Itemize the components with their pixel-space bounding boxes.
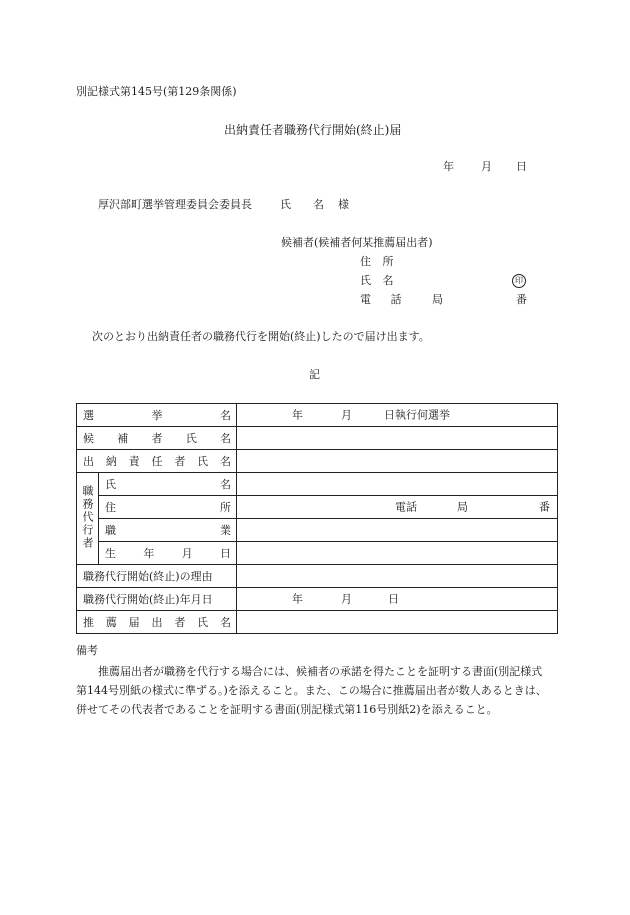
sender-name-label: 氏 名 — [360, 274, 398, 287]
form-title: 出納責任者職務代行開始(終止)届 — [224, 123, 402, 137]
agent-job-value[interactable] — [237, 519, 558, 542]
election-suffix: 日執行何選挙 — [384, 408, 450, 422]
row-treasurer — [77, 450, 558, 473]
treasurer-char-4: 任 — [151, 454, 163, 468]
agent-phone-kyoku: 局 — [457, 500, 468, 514]
agent-name-char-1: 氏 — [105, 477, 116, 491]
candidate-char-5: 名 — [220, 431, 231, 445]
row-election — [77, 404, 558, 427]
filer-char-1: 推 — [83, 615, 94, 629]
addressee-sama: 様 — [338, 198, 349, 211]
agent-birth-char-3: 月 — [181, 546, 193, 560]
seal-mark: 印 — [512, 274, 526, 288]
row-filer — [77, 611, 558, 634]
row-agent-address — [77, 496, 558, 519]
candidate-char-3: 者 — [151, 431, 163, 445]
form-table — [76, 403, 558, 634]
agent-name-label — [105, 479, 231, 490]
agent-address-label — [105, 502, 231, 513]
agent-group-label: 職務代行者 — [81, 485, 94, 550]
election-value[interactable] — [237, 404, 558, 427]
treasurer-char-6: 氏 — [197, 454, 209, 468]
treasurer-label-cell — [77, 450, 237, 473]
filer-char-2: 薦 — [105, 615, 117, 629]
notes-text: 推薦届出者が職務を代行する場合には、候補者の承諾を得たことを証明する書面(別記様式第144号別紙の様式に準ずる。)を添えること。また、この場合に推薦届出者が数人あるときは、併せてその代表者であることを証明する書面(別記様式第116号別紙2)を添えること。 — [76, 665, 547, 716]
reason-label-cell — [77, 565, 237, 588]
candidate-char-4: 氏 — [185, 431, 197, 445]
candidate-char-2: 補 — [117, 431, 129, 445]
date-label: 職務代行開始(終止)年月日 — [83, 592, 213, 606]
agent-address-value[interactable] — [237, 496, 558, 519]
candidate-label-cell — [77, 427, 237, 450]
body-text: 次のとおり出納責任者の職務代行を開始(終止)したので届け出ます。 — [92, 330, 430, 343]
agent-phone-label: 電話 — [395, 500, 417, 514]
agent-birth-value[interactable] — [237, 542, 558, 565]
reason-value[interactable] — [237, 565, 558, 588]
row-date — [77, 588, 558, 611]
agent-group-cell — [77, 473, 99, 565]
filer-value[interactable] — [237, 611, 558, 634]
election-char-1: 選 — [83, 408, 94, 422]
date-value[interactable] — [237, 588, 558, 611]
sender-phone-kyoku: 局 — [432, 293, 443, 306]
addressee-shi: 氏 — [280, 198, 291, 211]
date-year: 年 — [443, 160, 454, 173]
agent-job-char-1: 職 — [105, 523, 116, 537]
election-label — [83, 410, 231, 421]
election-year: 年 — [292, 408, 303, 422]
row-candidate — [77, 427, 558, 450]
agent-address-char-2: 所 — [220, 500, 231, 514]
agent-address-char-1: 住 — [105, 500, 116, 514]
addressee-mei: 名 — [313, 198, 324, 211]
agent-name-char-2: 名 — [220, 477, 231, 491]
filer-char-7: 名 — [219, 615, 231, 629]
date-value-year: 年 — [292, 592, 303, 606]
sender-phone-label: 電 話 — [360, 293, 410, 306]
agent-job-label — [105, 525, 231, 536]
form-reference: 別記様式第145号(第129条関係) — [76, 85, 237, 98]
addressee: 厚沢部町選挙管理委員会委員長 — [98, 198, 252, 211]
filer-label — [83, 617, 231, 628]
date-label-cell — [77, 588, 237, 611]
date-value-day: 日 — [388, 592, 399, 606]
agent-birth-label — [105, 548, 231, 559]
treasurer-char-7: 名 — [219, 454, 231, 468]
agent-address-label-cell — [99, 496, 237, 519]
filer-char-5: 者 — [174, 615, 186, 629]
election-char-2: 挙 — [151, 408, 163, 422]
agent-name-label-cell — [99, 473, 237, 496]
agent-birth-char-4: 日 — [219, 546, 231, 560]
filer-char-6: 氏 — [197, 615, 209, 629]
agent-birth-label-cell — [99, 542, 237, 565]
agent-name-value[interactable] — [237, 473, 558, 496]
date-month: 月 — [481, 160, 492, 173]
ki-label: 記 — [309, 368, 320, 381]
candidate-value[interactable] — [237, 427, 558, 450]
election-char-3: 名 — [220, 408, 231, 422]
row-agent-name — [77, 473, 558, 496]
date-value-month: 月 — [341, 592, 352, 606]
reason-label: 職務代行開始(終止)の理由 — [83, 569, 213, 583]
sender-phone-ban: 番 — [516, 293, 527, 306]
row-reason — [77, 565, 558, 588]
notes-body — [76, 662, 552, 719]
filer-char-4: 出 — [151, 615, 163, 629]
treasurer-value[interactable] — [237, 450, 558, 473]
date-day: 日 — [516, 160, 527, 173]
notes-heading: 備考 — [76, 644, 98, 657]
candidate-char-1: 候 — [83, 431, 94, 445]
agent-job-label-cell — [99, 519, 237, 542]
election-month: 月 — [341, 408, 352, 422]
treasurer-char-2: 納 — [105, 454, 117, 468]
treasurer-char-3: 責 — [128, 454, 140, 468]
filer-label-cell — [77, 611, 237, 634]
treasurer-char-1: 出 — [83, 454, 94, 468]
filer-char-3: 届 — [128, 615, 140, 629]
sender-heading: 候補者(候補者何某推薦届出者) — [281, 236, 433, 249]
row-agent-job — [77, 519, 558, 542]
election-label-cell — [77, 404, 237, 427]
treasurer-char-5: 者 — [174, 454, 186, 468]
sender-address-label: 住 所 — [360, 255, 398, 268]
agent-job-char-2: 業 — [220, 523, 231, 537]
candidate-label — [83, 433, 231, 444]
treasurer-label — [83, 456, 231, 467]
agent-birth-char-2: 年 — [143, 546, 155, 560]
agent-birth-char-1: 生 — [105, 546, 116, 560]
agent-phone-ban: 番 — [539, 500, 550, 514]
row-agent-birth — [77, 542, 558, 565]
